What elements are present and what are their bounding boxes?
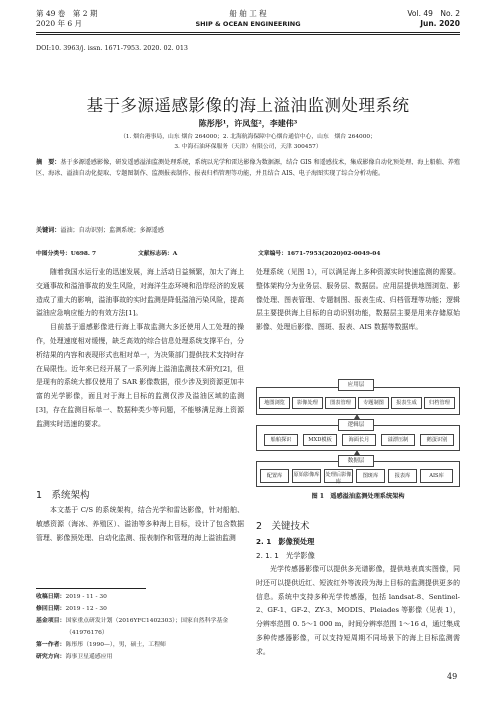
volume-issue-en: Vol. 49 No. 2 Jun. 2020 [407, 9, 460, 28]
data-layer-label: 数据层 [338, 455, 374, 467]
keywords [36, 225, 460, 236]
left-column [36, 266, 244, 432]
fig-app-item: 归档管理 [424, 397, 455, 409]
fig-logic-item: 海面长月 [342, 434, 376, 446]
section-heading-2: 2 关键技术 [256, 521, 310, 532]
keywords-text: 溢油；自动识别；监测系统；多源遥感 [60, 227, 164, 234]
fig-data-item: AIS库 [420, 469, 453, 483]
fig-app-item: 地图浏览 [259, 397, 290, 409]
left-column-cont [36, 504, 244, 545]
footnote-revised: 修回日期：2019 - 12 - 30 [36, 605, 107, 612]
subsubsection-heading: 2. 1. 1 光学影像 [256, 551, 315, 560]
article-number: 文章编号：1671-7953(2020)02-0049-04 [258, 251, 381, 257]
abstract-text: 基于多源遥感影像，研发遥感溢油监测处理系统，系统以光学和雷达影像为数据源，结合 GIS 和遥感技术，集成影像自动化预处理、海上船舶、养殖区、海冰、溢油自动化提取、专题图制作、监测报表制作、报表归档管理等功能，并且结合 AIS、电子海图实现了综合分析功能。 [36, 159, 461, 178]
footnote-author: 第一作者：陈彤彤（1990—），男，硕士，工程师 [36, 641, 166, 648]
fig-logic-item: 船舶探识 [264, 434, 298, 446]
header-rule-2 [36, 34, 460, 35]
logic-layer-label: 逻辑层 [338, 419, 374, 431]
footnotes [36, 591, 242, 663]
fig-logic-item: MXD模板 [303, 434, 337, 446]
system-paragraph: 处理系统（见图 1），可以满足海上多种资源实时快速监测的需要。整体架构分为业务层、服务层、数据层。应用层提供地图浏览、影像处理、图表管理、专题制图、报表生成、归档管理等功能；逻辑层主要提供海上目标的自动识别功能，数据层主要是用来存储原始影像、处理后影像、图斑、报表、AIS 数据等数据库。 [256, 268, 460, 332]
footnote-received: 收稿日期：2019 - 11 - 30 [36, 593, 107, 600]
section-heading-1: 1 系统架构 [36, 490, 90, 501]
fig-data-item: 配置库 [260, 469, 289, 483]
fig-app-item: 影像处理 [292, 397, 323, 409]
fig-logic-item: 鹅蛋识别 [420, 434, 454, 446]
fig-data-item: 图斑库 [356, 469, 385, 483]
doi: DOI:10. 3963/j. issn. 1671-7953. 2020. 02. 013 [36, 44, 188, 52]
fig-data-item: 报表库 [388, 469, 417, 483]
intro-paragraph-1: 随着我国水运行业的迅速发展，海上活动日益频繁，加大了海上交通事故和溢油事故的发生风险，对海洋生态环境和沿岸经济的发展造成了重大的影响，溢油事故的实时监测是降低溢油污染风险，提高溢油应急响应能力的有效方法[1]。 [36, 268, 244, 318]
header-rule [36, 32, 460, 33]
fig-app-item: 图表管理 [325, 397, 356, 409]
keywords-label: 关键词： [36, 227, 61, 234]
app-layer-label: 应用层 [338, 379, 374, 391]
document-code: 文献标志码：A [138, 251, 178, 257]
fig-logic-item: 溢漂压制 [381, 434, 415, 446]
intro-paragraph-2: 目前基于遥感影像进行海上事故监测大多还使用人工处理的操作，处理速度相对缓慢，缺乏高效的综合信息处理系统支撑平台，分析结果的内容和表现形式也相对单一，为决策部门提供技术支持时存在局限性。近年来已经开展了一系列海上溢油监测技术研究[2]，但是现有的系统大都仅使用了 SAR 影像数据，很少涉及到资源更加丰富的光学影像，面且对于海上目标的监测仅涉及溢油区域的监测[3]，存在监测目标单一、数据种类少等问题，不能够满足海上资源监测实时迅速的要求。 [36, 323, 244, 428]
clc-number: 中图分类号：U698. 7 [36, 251, 97, 257]
paper-title: 基于多源遥感影像的海上溢油监测处理系统 [86, 96, 410, 115]
footnote-research: 研究方向：海事卫星遥感应用 [36, 653, 113, 660]
optical-paragraph: 光学传感器影像可以提供多光谱影像，提供地表真实图像，同时还可以提供近红、短波红外等波段为海上目标的监测提供更多的信息。系统中支持多种光学传感器，包括 landsat-8、Sentinel-2、GF-1、GF-2、ZY-3、MODIS、Pleiades 等影像（见表 1），分辨率范围 0. 5～1 000 m，时间分辨率范围 1～16 d，通过集成多种传感器影像，可以支持短周期不同场景下的海上目标监测需求。 [256, 565, 460, 656]
architecture-figure [256, 375, 460, 485]
abstract [36, 157, 460, 179]
figure-caption: 图 1 遥感溢油监测处理系统架构 [311, 493, 405, 500]
page-number: 49 [447, 672, 458, 681]
affiliation-2: 3. 中海石油环保服务（天津）有限公司，天津 300457） [174, 144, 322, 150]
subsection-heading: 2. 1 影像预处理 [256, 537, 315, 546]
fig-app-item: 报表生成 [391, 397, 422, 409]
optical-paragraph-block [256, 563, 460, 660]
abstract-label: 摘 要： [36, 159, 61, 166]
fig-data-item: 原始影像库 [292, 469, 321, 483]
architecture-paragraph: 本文基于 C/S 的系统架构，结合光学和雷达影像，针对船舶、敏感资源（海冰、养殖区）、溢油等多种海上目标，设计了包含数据管理、影像预处理、自动化监测、报表制作和管理的海上溢油监测 [36, 506, 244, 542]
fig-app-item: 专题制图 [358, 397, 389, 409]
journal-name: 船 舶 工 程 SHIP & OCEAN ENGINEERING [195, 9, 301, 28]
footnote-fund: 基金项目：国家重点研发计划（2016YFC1402303）；国家自然科学基金（41976176） [36, 617, 229, 636]
affiliation-1: （1. 烟台港事局，山东 烟台 264000；2. 北海航海保障中心烟台通信中心，山东 烟台 264000； [120, 134, 376, 140]
authors: 陈彤彤¹，许凤玺²，李建伟³ [198, 118, 298, 128]
volume-issue: 第 49 卷 第 2 期 2020 年 6 月 [36, 9, 98, 28]
fig-data-item: 处理后影像库 [324, 469, 353, 483]
footnote-rule [36, 588, 146, 589]
right-column [256, 266, 460, 335]
